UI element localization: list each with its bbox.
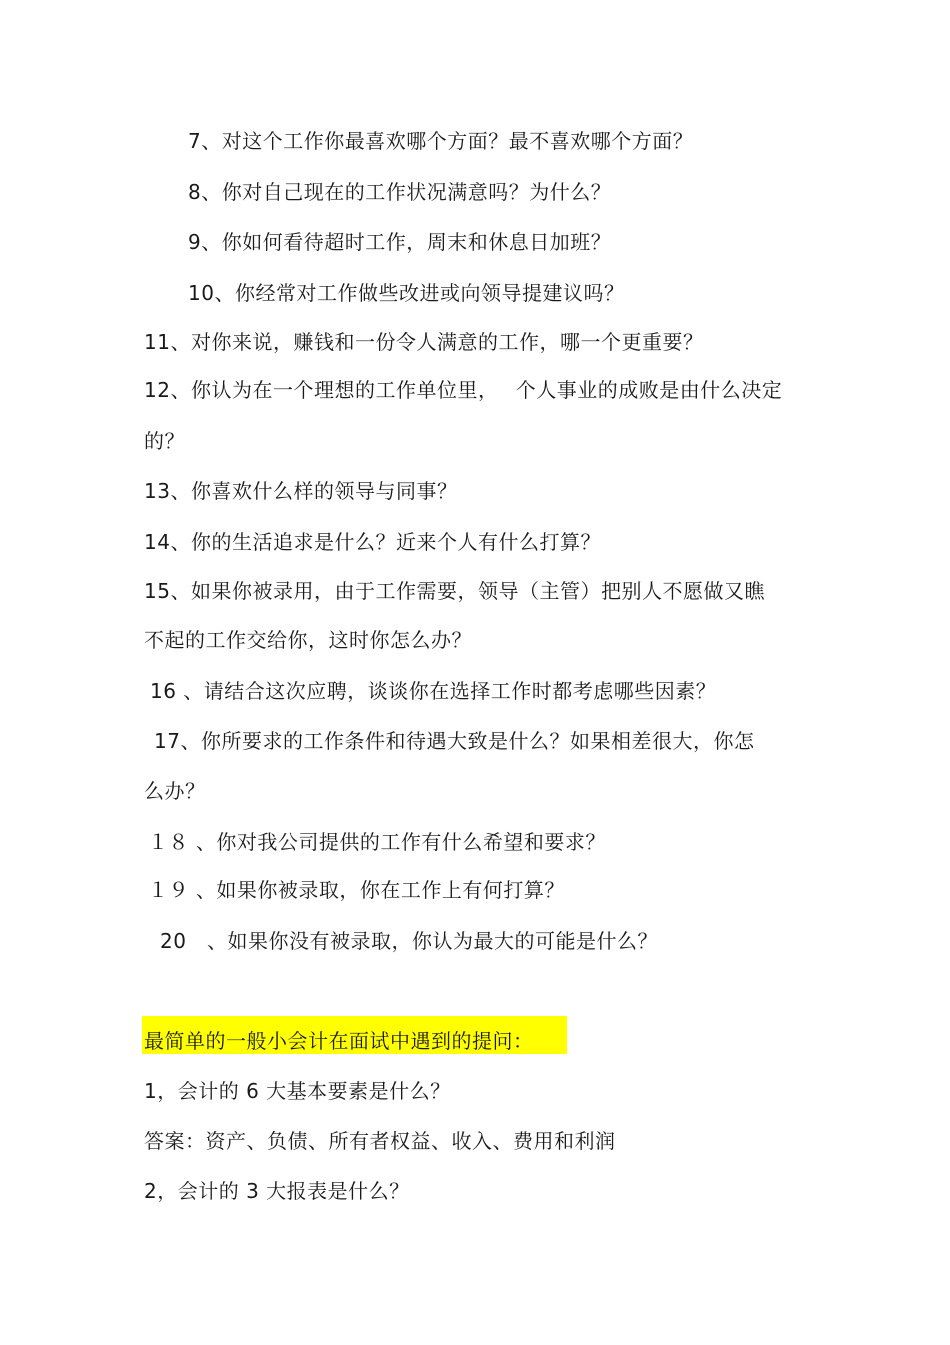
question-8: 8、你对自己现在的工作状况满意吗？为什么？ [188,180,612,204]
question-19: １９ 、如果你被录取，你在工作上有何打算？ [148,878,565,902]
question-15-line-2: 不起的工作交给你，这时你怎么办？ [144,628,472,652]
question-17-line-2: 么办？ [144,779,206,803]
accounting-heading: 最简单的一般小会计在面试中遇到的提问： [144,1029,534,1053]
question-12-line-1: 12、你认为在一个理想的工作单位里， 个人事业的成败是由什么决定 [144,378,783,402]
question-7: 7、对这个工作你最喜欢哪个方面？最不喜欢哪个方面？ [188,129,694,153]
accounting-question-1: 1，会计的 6 大基本要素是什么？ [144,1079,451,1103]
question-11: 11、对你来说，赚钱和一份令人满意的工作，哪一个更重要？ [144,330,704,354]
question-18: １８ 、你对我公司提供的工作有什么希望和要求？ [148,830,606,854]
question-9: 9、你如何看待超时工作，周末和休息日加班？ [188,230,612,254]
question-20: 20 、如果你没有被录取，你认为最大的可能是什么？ [160,929,658,953]
accounting-answer-1: 答案：资产、负债、所有者权益、收入、费用和利润 [144,1129,616,1153]
question-10: 10、你经常对工作做些改进或向领导提建议吗？ [188,281,625,305]
question-13: 13、你喜欢什么样的领导与同事？ [144,479,458,503]
question-12-line-2: 的？ [144,429,185,453]
question-16: 16 、请结合这次应聘，谈谈你在选择工作时都考虑哪些因素？ [150,679,717,703]
question-14: 14、你的生活追求是什么？近来个人有什么打算？ [144,530,601,554]
accounting-question-2: 2，会计的 3 大报表是什么？ [144,1179,410,1203]
question-17-line-1: 17、你所要求的工作条件和待遇大致是什么？如果相差很大，你怎 [154,729,755,753]
question-15-line-1: 15、如果你被录用，由于工作需要，领导（主管）把别人不愿做又瞧 [144,579,765,603]
